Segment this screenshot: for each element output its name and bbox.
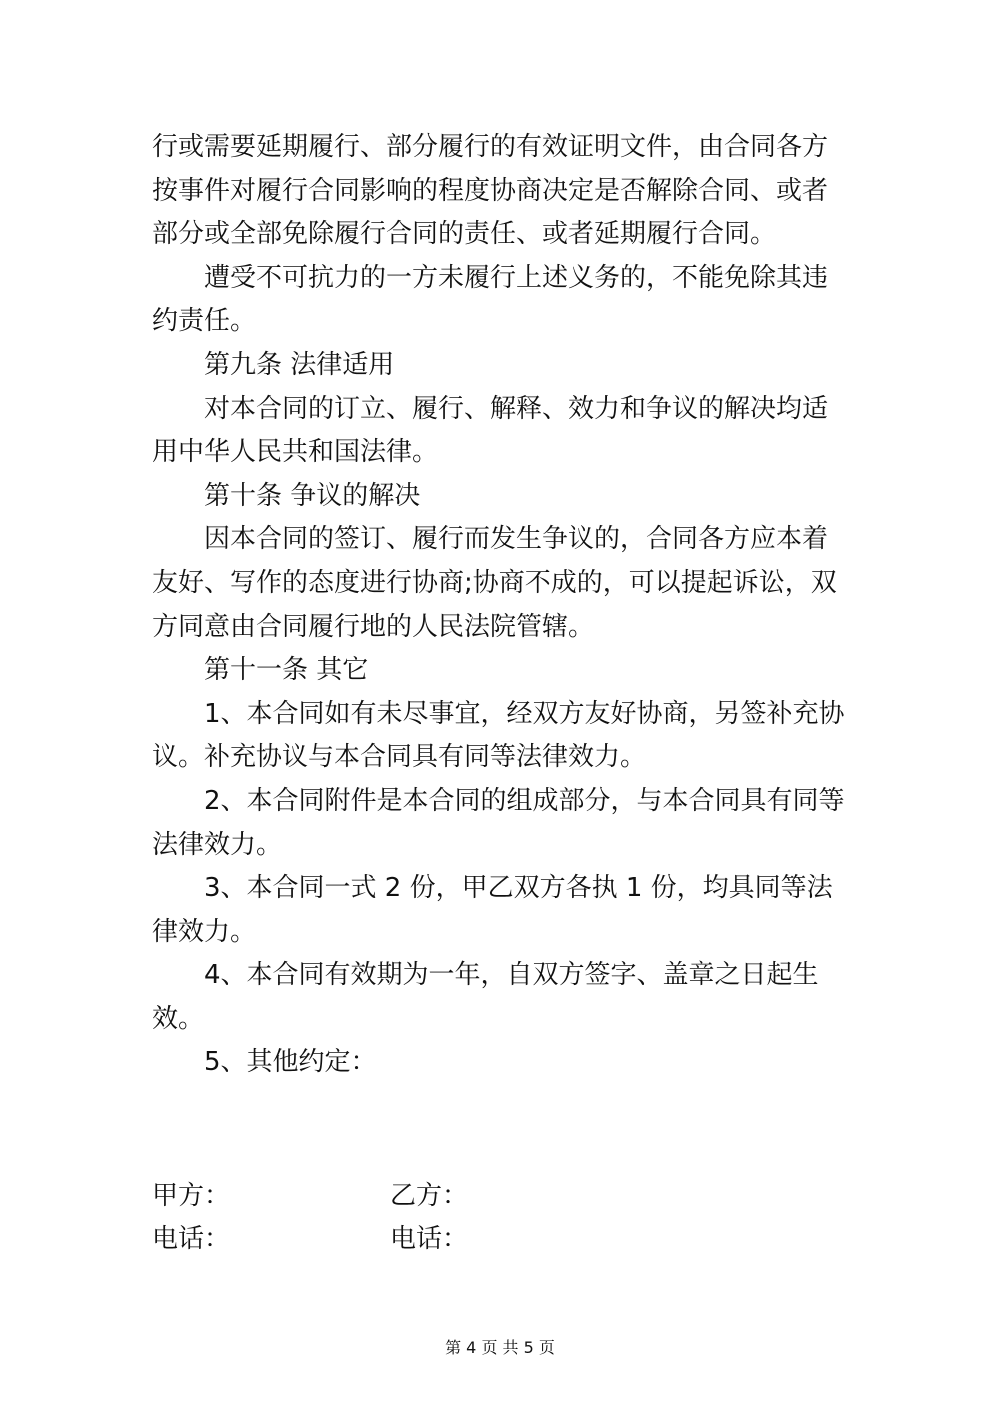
paragraph-force-majeure-continuation: 行或需要延期履行、部分履行的有效证明文件，由合同各方按事件对履行合同影响的程度协商决定是否解除合同、或者部分或全部免除履行合同的责任、或者延期履行合同。 — [152, 132, 829, 250]
paragraph-dispute-resolution: 因本合同的签订、履行而发生争议的，合同各方应本着友好、写作的态度进行协商;协商不成的，可以提起诉讼，双方同意由合同履行地的人民法院管辖。 — [152, 524, 837, 642]
heading-article-10: 第十条 争议的解决 — [204, 480, 421, 511]
party-a-label: 甲方： — [152, 1181, 231, 1211]
clause-11-4: 4、本合同有效期为一年，自双方签字、盖章之日起生效。 — [152, 960, 819, 1034]
clause-11-3: 3、本合同一式 2 份，甲乙双方各执 1 份，均具同等法律效力。 — [152, 873, 833, 947]
paragraph-governing-law: 对本合同的订立、履行、解释、效力和争议的解决均适用中华人民共和国法律。 — [152, 393, 829, 468]
phone-a-label: 电话： — [152, 1224, 231, 1254]
phone-b-label: 电话： — [390, 1224, 469, 1254]
heading-article-11: 第十一条 其它 — [204, 655, 369, 686]
clause-11-5: 5、其他约定： — [204, 1047, 377, 1078]
clause-11-1: 1、本合同如有未尽事宜，经双方友好协商，另签补充协议。补充协议与本合同具有同等法律效力。 — [152, 698, 845, 773]
page-number-footer: 第 4 页 共 5 页 — [445, 1338, 555, 1357]
clause-11-2: 2、本合同附件是本合同的组成部分，与本合同具有同等法律效力。 — [152, 785, 845, 860]
heading-article-9: 第九条 法律适用 — [204, 349, 395, 380]
contract-body — [152, 126, 852, 1085]
party-b-label: 乙方： — [390, 1181, 469, 1211]
paragraph-force-majeure-liability: 遭受不可抗力的一方未履行上述义务的，不能免除其违约责任。 — [152, 262, 829, 337]
